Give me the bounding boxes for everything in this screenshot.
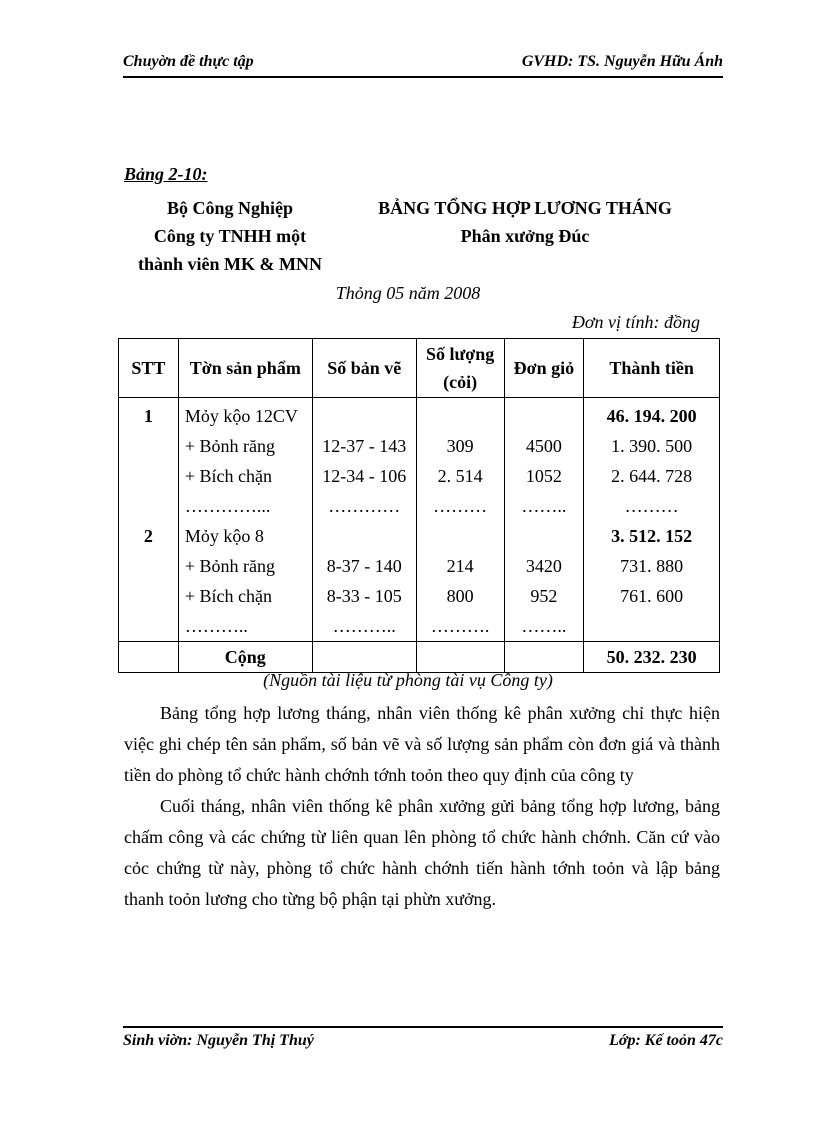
org-line-1: Bộ Công Nghiệp bbox=[166, 198, 294, 218]
organization-block bbox=[120, 194, 340, 278]
cell-product: ……….. bbox=[178, 611, 312, 642]
header-price: Đơn giỏ bbox=[504, 339, 584, 398]
total-row bbox=[119, 642, 720, 673]
report-month: Thỏng 05 năm 2008 bbox=[335, 283, 481, 303]
cell-drawing: 8-33 - 105 bbox=[312, 581, 416, 611]
cell-amount: 3. 512. 152 bbox=[584, 521, 720, 551]
cell-drawing bbox=[312, 398, 416, 432]
table-row bbox=[119, 398, 720, 432]
cell-price: 3420 bbox=[504, 551, 584, 581]
cell-amount bbox=[584, 611, 720, 642]
cell-stt bbox=[119, 461, 179, 491]
cell-product: + Bỏnh răng bbox=[178, 551, 312, 581]
cell-product: Mỏy kộo 12CV bbox=[178, 398, 312, 432]
cell-quantity bbox=[416, 521, 504, 551]
paragraph-1: Bảng tổng hợp lương tháng, nhân viên thống kê phân xưởng chỉ thực hiện việc ghi chép tên sản phẩm, số bản vẽ và số lượng sản phẩm còn đơn giá và thành tiền do phòng tổ chức hành chớnh tớnh toỏn theo quy định của công ty bbox=[124, 703, 720, 785]
currency-unit: Đơn vị tính: đồng bbox=[571, 312, 700, 332]
cell-amount: ……… bbox=[584, 491, 720, 521]
total-stt-cell bbox=[119, 642, 179, 673]
cell-product: + Bích chặn bbox=[178, 581, 312, 611]
table-row bbox=[119, 551, 720, 581]
cell-amount: 1. 390. 500 bbox=[584, 431, 720, 461]
cell-stt bbox=[119, 431, 179, 461]
table-header-row bbox=[119, 339, 720, 398]
header-stt: STT bbox=[119, 339, 179, 398]
cell-amount: 731. 880 bbox=[584, 551, 720, 581]
cell-stt bbox=[119, 491, 179, 521]
cell-amount: 46. 194. 200 bbox=[584, 398, 720, 432]
wage-summary-table bbox=[118, 338, 720, 673]
total-drawing-cell bbox=[312, 642, 416, 673]
page-footer bbox=[123, 1026, 723, 1058]
cell-drawing: ………… bbox=[312, 491, 416, 521]
cell-product: …………... bbox=[178, 491, 312, 521]
cell-product: + Bỏnh răng bbox=[178, 431, 312, 461]
table-row bbox=[119, 521, 720, 551]
table-source-note: (Nguồn tài liệu từ phòng tài vụ Công ty) bbox=[263, 670, 553, 690]
table-row bbox=[119, 581, 720, 611]
cell-stt bbox=[119, 551, 179, 581]
cell-price bbox=[504, 398, 584, 432]
title-line-2: Phân xưởng Đúc bbox=[460, 226, 590, 246]
title-line-1: BẢNG TỔNG HỢP LƯƠNG THÁNG bbox=[378, 198, 672, 218]
header-product: Tờn sản phẩm bbox=[178, 339, 312, 398]
total-quantity-cell bbox=[416, 642, 504, 673]
total-label: Cộng bbox=[178, 642, 312, 673]
table-row bbox=[119, 611, 720, 642]
org-line-2: Công ty TNHH một bbox=[153, 226, 307, 246]
cell-price bbox=[504, 521, 584, 551]
report-title bbox=[350, 194, 700, 250]
cell-stt bbox=[119, 611, 179, 642]
table-caption: Bảng 2-10: bbox=[124, 164, 208, 184]
cell-quantity bbox=[416, 398, 504, 432]
cell-quantity: 2. 514 bbox=[416, 461, 504, 491]
cell-price: 952 bbox=[504, 581, 584, 611]
cell-product: + Bích chặn bbox=[178, 461, 312, 491]
page-header bbox=[123, 50, 723, 78]
cell-quantity: 214 bbox=[416, 551, 504, 581]
cell-amount: 2. 644. 728 bbox=[584, 461, 720, 491]
header-drawing: Số bản vẽ bbox=[312, 339, 416, 398]
cell-drawing: 12-37 - 143 bbox=[312, 431, 416, 461]
cell-stt bbox=[119, 581, 179, 611]
cell-quantity: 800 bbox=[416, 581, 504, 611]
footer-student: Sinh viờn: Nguyễn Thị Thuý bbox=[123, 1032, 314, 1049]
header-advisor: GVHD: TS. Nguyễn Hữu Ánh bbox=[521, 53, 723, 70]
header-quantity-unit: (cỏi) bbox=[443, 372, 478, 392]
cell-drawing: 8-37 - 140 bbox=[312, 551, 416, 581]
header-topic: Chuyờn đề thực tập bbox=[123, 53, 254, 70]
total-amount: 50. 232. 230 bbox=[584, 642, 720, 673]
cell-drawing: 12-34 - 106 bbox=[312, 461, 416, 491]
cell-product: Mỏy kộo 8 bbox=[178, 521, 312, 551]
table-row bbox=[119, 491, 720, 521]
cell-price: …….. bbox=[504, 491, 584, 521]
paragraph-2: Cuối tháng, nhân viên thống kê phân xưởng gửi bảng tổng hợp lương, bảng chấm công và các chứng từ liên quan lên phòng tổ chức hành chớnh. Căn cứ vào cỏc chứng từ này, phòng tổ chức hành chớnh tiến hành tớnh toỏn và lập bảng thanh toỏn lương cho từng bộ phận tại phừn xưởng. bbox=[124, 796, 720, 909]
org-line-3: thành viên MK & MNN bbox=[138, 254, 322, 274]
header-amount: Thành tiền bbox=[584, 339, 720, 398]
cell-stt: 2 bbox=[119, 521, 179, 551]
cell-amount: 761. 600 bbox=[584, 581, 720, 611]
cell-stt: 1 bbox=[119, 398, 179, 432]
total-price-cell bbox=[504, 642, 584, 673]
table-row bbox=[119, 461, 720, 491]
header-quantity-label: Số lượng bbox=[425, 344, 495, 364]
cell-quantity: ……… bbox=[416, 491, 504, 521]
table-row bbox=[119, 431, 720, 461]
cell-price: 4500 bbox=[504, 431, 584, 461]
cell-quantity: ………. bbox=[416, 611, 504, 642]
footer-class: Lớp: Kế toỏn 47c bbox=[609, 1032, 723, 1049]
cell-quantity: 309 bbox=[416, 431, 504, 461]
header-quantity bbox=[416, 339, 504, 398]
cell-price: 1052 bbox=[504, 461, 584, 491]
cell-drawing: ……….. bbox=[312, 611, 416, 642]
cell-price: …….. bbox=[504, 611, 584, 642]
cell-drawing bbox=[312, 521, 416, 551]
